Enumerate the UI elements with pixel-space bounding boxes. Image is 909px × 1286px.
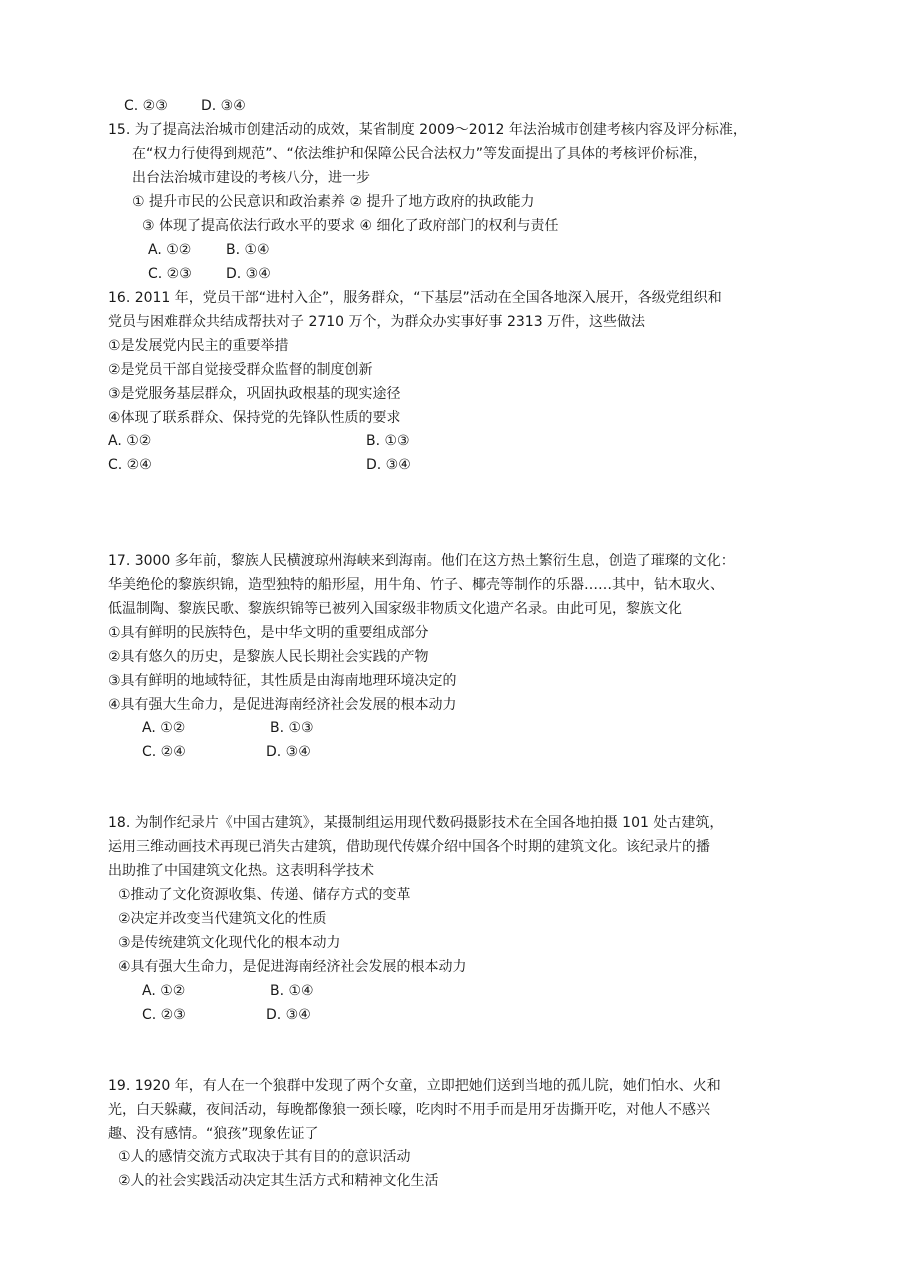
q15-option-d: D. ③④ bbox=[226, 266, 271, 282]
q16-option-c: C. ②④ bbox=[108, 457, 152, 473]
q15-option-c: C. ②③ bbox=[148, 266, 192, 282]
q17-option-a: A. ①② bbox=[142, 720, 186, 736]
q18-option-c: C. ②③ bbox=[142, 1007, 186, 1023]
q17-stem-line-1: 17. 3000 多年前，黎族人民横渡琼州海峡来到海南。他们在这方热土繁衍生息，创造了璀璨的文化： bbox=[108, 553, 735, 569]
q16-stem-line-1: 16. 2011 年，党员干部“进村入企”，服务群众，“下基层”活动在全国各地深入展开，各级党组织和 bbox=[108, 290, 722, 306]
q15-option-b: B. ①④ bbox=[226, 242, 270, 258]
q17-stem-line-3: 低温制陶、黎族民歌、黎族织锦等已被列入国家级非物质文化遗产名录。由此可见，黎族文化 bbox=[108, 601, 682, 617]
q18-choice-1: ①推动了文化资源收集、传递、储存方式的变革 bbox=[118, 887, 411, 903]
q18-stem-line-3: 出助推了中国建筑文化热。这表明科学技术 bbox=[108, 863, 374, 879]
q15-choice-row-2: ③ 体现了提高依法行政水平的要求 ④ 细化了政府部门的权利与责任 bbox=[142, 218, 559, 234]
q17-stem-line-2: 华美绝伦的黎族织锦，造型独特的船形屋，用牛角、竹子、椰壳等制作的乐器……其中，钻木取火、 bbox=[108, 577, 724, 593]
q17-choice-3: ③具有鲜明的地域特征，其性质是由海南地理环境决定的 bbox=[108, 673, 457, 689]
q18-option-a: A. ①② bbox=[142, 983, 186, 999]
q16-choice-3: ③是党服务基层群众，巩固执政根基的现实途径 bbox=[108, 386, 401, 402]
q15-stem-line-3: 出台法治城市建设的考核八分，进一步 bbox=[132, 170, 370, 186]
q19-choice-2: ②人的社会实践活动决定其生活方式和精神文化生活 bbox=[118, 1173, 439, 1189]
q17-option-d: D. ③④ bbox=[266, 744, 311, 760]
q15-option-a: A. ①② bbox=[148, 242, 192, 258]
q17-choice-4: ④具有强大生命力，是促进海南经济社会发展的根本动力 bbox=[108, 697, 457, 713]
q16-option-a: A. ①② bbox=[108, 433, 152, 449]
q16-choice-1: ①是发展党内民主的重要举措 bbox=[108, 338, 289, 354]
q18-choice-2: ②决定并改变当代建筑文化的性质 bbox=[118, 911, 327, 927]
q17-choice-1: ①具有鲜明的民族特色，是中华文明的重要组成部分 bbox=[108, 625, 429, 641]
q18-choice-3: ③是传统建筑文化现代化的根本动力 bbox=[118, 935, 341, 951]
q19-choice-1: ①人的感情交流方式取决于其有目的的意识活动 bbox=[118, 1149, 411, 1165]
q17-option-b: B. ①③ bbox=[270, 720, 314, 736]
q15-stem-line-1: 15. 为了提高法治城市创建活动的成效，某省制度 2009～2012 年法治城市创建考核内容及评分标准， bbox=[108, 122, 747, 138]
q16-option-d: D. ③④ bbox=[366, 457, 411, 473]
q14-option-d: D. ③④ bbox=[201, 98, 246, 114]
q18-option-d: D. ③④ bbox=[266, 1007, 311, 1023]
q16-choice-4: ④体现了联系群众、保持党的先锋队性质的要求 bbox=[108, 410, 401, 426]
q19-stem-line-3: 趣、没有感情。“狼孩”现象佐证了 bbox=[108, 1126, 319, 1142]
q17-option-c: C. ②④ bbox=[142, 744, 186, 760]
q16-choice-2: ②是党员干部自觉接受群众监督的制度创新 bbox=[108, 362, 373, 378]
q16-option-b: B. ①③ bbox=[366, 433, 410, 449]
q19-stem-line-2: 光，白天躲藏，夜间活动，每晚都像狼一颈长嚎，吃肉时不用手而是用牙齿撕开吃，对他人不感兴 bbox=[108, 1102, 710, 1118]
q18-choice-4: ④具有强大生命力，是促进海南经济社会发展的根本动力 bbox=[118, 959, 467, 975]
q15-choice-row-1: ① 提升市民的公民意识和政治素养 ② 提升了地方政府的执政能力 bbox=[132, 194, 535, 210]
q16-stem-line-2: 党员与困难群众共结成帮扶对子 2710 万个，为群众办实事好事 2313 万件，这些做法 bbox=[108, 314, 646, 330]
q18-stem-line-1: 18. 为制作纪录片《中国古建筑》，某摄制组运用现代数码摄影技术在全国各地拍摄 101 处古建筑， bbox=[108, 815, 724, 831]
q14-option-c: C. ②③ bbox=[124, 98, 168, 114]
q17-choice-2: ②具有悠久的历史，是黎族人民长期社会实践的产物 bbox=[108, 649, 429, 665]
q19-stem-line-1: 19. 1920 年，有人在一个狼群中发现了两个女童，立即把她们送到当地的孤儿院，她们怕水、火和 bbox=[108, 1078, 721, 1094]
q15-stem-line-2: 在“权力行使得到规范”、“依法维护和保障公民合法权力”等发面提出了具体的考核评价标准， bbox=[132, 146, 708, 162]
q18-stem-line-2: 运用三维动画技术再现已消失古建筑，借助现代传媒介绍中国各个时期的建筑文化。该纪录片的播 bbox=[108, 839, 710, 855]
q18-option-b: B. ①④ bbox=[270, 983, 314, 999]
